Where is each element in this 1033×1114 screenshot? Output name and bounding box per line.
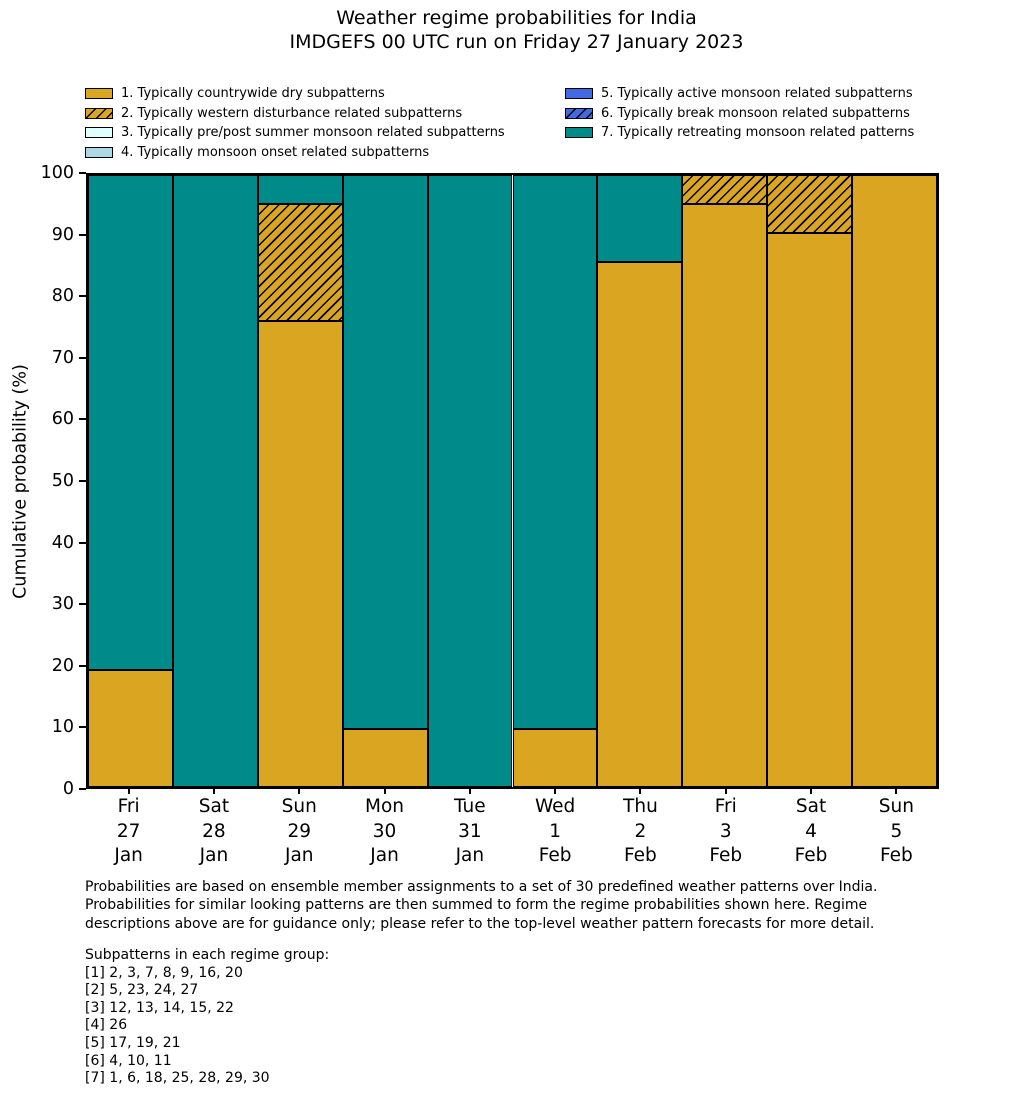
bar-segment-regime-7: [597, 175, 682, 262]
x-tick-label-line: Wed: [534, 796, 576, 817]
x-tick-mark-8: [810, 789, 812, 794]
y-tick-mark-60: [79, 418, 86, 420]
y-tick-label-30: 30: [51, 594, 74, 615]
x-tick-mark-9: [895, 789, 897, 794]
x-tick-label-line: 1: [549, 820, 562, 842]
bar-tue-31-jan: [428, 175, 513, 787]
y-tick-mark-70: [79, 357, 86, 359]
x-tick-label-line: Mon: [365, 796, 405, 817]
bar-segment-regime-1: [343, 729, 428, 787]
bar-segment-regime-2: [682, 175, 767, 204]
subpatterns-line-3: [2] 5, 23, 24, 27: [85, 982, 199, 999]
x-tick-label-line: Feb: [538, 845, 572, 866]
x-tick-label-9: [852, 795, 940, 869]
x-tick-label-line: Feb: [794, 845, 828, 866]
y-tick-mark-20: [79, 665, 86, 667]
bar-segment-regime-7: [513, 175, 598, 729]
x-tick-label-2: [255, 795, 343, 869]
x-tick-label-8: [767, 795, 855, 869]
legend-swatch-regime-1: [85, 88, 113, 99]
legend-label-regime-5: 5. Typically active monsoon related subpatterns: [601, 86, 913, 101]
x-tick-mark-0: [128, 789, 130, 794]
x-tick-label-line: 31: [458, 820, 482, 842]
bar-segment-regime-2: [767, 175, 852, 233]
legend-column-right: [565, 87, 914, 146]
x-tick-label-5: [511, 795, 599, 869]
bar-sun-29-jan: [258, 175, 343, 787]
chart-title-line-2: IMDGEFS 00 UTC run on Friday 27 January 2023: [289, 31, 744, 53]
x-tick-label-line: 5: [890, 820, 903, 842]
y-tick-mark-90: [79, 234, 86, 236]
x-tick-label-line: Sun: [878, 796, 914, 817]
x-tick-mark-2: [298, 789, 300, 794]
x-tick-label-line: Sat: [198, 796, 230, 817]
legend-swatch-regime-4: [85, 147, 113, 158]
bar-segment-regime-1: [852, 175, 937, 787]
x-tick-mark-4: [469, 789, 471, 794]
x-tick-label-line: Jan: [114, 845, 143, 866]
bar-sat-28-jan: [173, 175, 258, 787]
legend-swatch-regime-6: [565, 108, 593, 119]
x-tick-mark-5: [554, 789, 556, 794]
y-tick-mark-10: [79, 726, 86, 728]
x-tick-label-line: Fri: [714, 796, 737, 817]
x-tick-label-line: Tue: [454, 796, 486, 817]
x-tick-label-line: Sat: [795, 796, 827, 817]
bar-segment-regime-1: [767, 233, 852, 787]
subpatterns-list: [85, 947, 329, 1088]
bar-segment-regime-1: [597, 262, 682, 787]
y-tick-label-60: 60: [51, 409, 74, 430]
legend-item-regime-3: [85, 126, 505, 139]
x-tick-label-line: Feb: [879, 845, 913, 866]
x-tick-label-line: 2: [634, 820, 647, 842]
x-tick-label-line: 28: [202, 820, 226, 842]
bar-sun-5-feb: [852, 175, 937, 787]
x-tick-label-line: 30: [372, 820, 397, 842]
x-tick-label-1: [170, 795, 258, 869]
x-tick-mark-3: [384, 789, 386, 794]
y-tick-label-40: 40: [51, 532, 74, 553]
bar-segment-regime-2: [258, 204, 343, 321]
x-tick-label-line: Jan: [199, 845, 229, 866]
bar-sat-4-feb: [767, 175, 852, 787]
legend-swatch-regime-3: [85, 127, 113, 138]
y-tick-mark-100: [79, 172, 86, 174]
legend-label-regime-1: 1. Typically countrywide dry subpatterns: [121, 86, 385, 101]
bar-fri-27-jan: [88, 175, 173, 787]
bar-mon-30-jan: [343, 175, 428, 787]
y-tick-label-10: 10: [51, 717, 74, 738]
x-tick-label-3: [341, 795, 429, 869]
legend-label-regime-6: 6. Typically break monsoon related subpatterns: [601, 105, 910, 121]
x-tick-label-line: Jan: [284, 845, 314, 866]
x-tick-mark-7: [725, 789, 727, 794]
bar-segment-regime-7: [88, 175, 173, 670]
y-tick-label-80: 80: [51, 286, 74, 307]
legend-swatch-regime-7: [565, 127, 593, 138]
subpatterns-line-4: [3] 12, 13, 14, 15, 22: [85, 999, 234, 1016]
plot-area: [86, 173, 939, 789]
legend-label-regime-7: 7. Typically retreating monsoon related patterns: [601, 125, 915, 141]
legend-label-regime-4: 4. Typically monsoon onset related subpatterns: [121, 144, 430, 160]
legend-swatch-regime-2: [85, 108, 113, 119]
legend-item-regime-5: [565, 87, 914, 100]
subpatterns-line-5: [4] 26: [85, 1017, 128, 1034]
bar-segment-regime-1: [258, 321, 343, 787]
legend-item-regime-2: [85, 107, 505, 120]
y-tick-label-70: 70: [51, 347, 74, 368]
bar-segment-regime-7: [258, 175, 343, 204]
footer-line-3: descriptions above are for guidance only; please refer to the top-level weather pattern forecasts for more detail.: [85, 915, 875, 932]
x-tick-label-line: 27: [116, 820, 141, 842]
legend-swatch-regime-5: [565, 88, 593, 99]
bar-segment-regime-7: [428, 175, 513, 787]
y-tick-label-100: 100: [40, 163, 74, 183]
legend-item-regime-7: [565, 126, 914, 139]
y-tick-mark-50: [79, 480, 86, 482]
legend-item-regime-4: [85, 146, 505, 159]
bar-wed-1-feb: [513, 175, 598, 787]
y-tick-label-50: 50: [51, 471, 74, 491]
bar-fri-3-feb: [682, 175, 767, 787]
chart-title-line-1: Weather regime probabilities for India: [336, 7, 697, 29]
x-tick-mark-1: [213, 789, 215, 794]
y-tick-mark-80: [79, 295, 86, 297]
bar-segment-regime-7: [173, 175, 258, 787]
bar-segment-regime-1: [88, 670, 173, 787]
y-tick-mark-0: [79, 788, 86, 790]
legend-label-regime-2: 2. Typically western disturbance related subpatterns: [121, 105, 463, 121]
y-tick-label-90: 90: [51, 224, 74, 245]
x-tick-label-line: Feb: [624, 845, 657, 866]
bar-thu-2-feb: [597, 175, 682, 787]
y-tick-label-0: 0: [62, 779, 74, 799]
x-tick-label-line: Feb: [709, 845, 743, 866]
footer-note: [85, 878, 877, 933]
x-tick-label-line: Jan: [455, 845, 485, 866]
y-axis-label: Cumulative probability (%): [10, 364, 31, 599]
x-tick-label-0: [85, 795, 173, 869]
subpatterns-line-8: [7] 1, 6, 18, 25, 28, 29, 30: [85, 1070, 270, 1087]
legend-item-regime-6: [565, 107, 914, 120]
subpatterns-line-1: Subpatterns in each regime group:: [85, 947, 330, 963]
x-tick-label-6: [596, 795, 684, 869]
legend-item-regime-1: [85, 87, 505, 100]
legend-label-regime-3: 3. Typically pre/post summer monsoon related subpatterns: [121, 125, 505, 141]
x-tick-label-line: 29: [287, 820, 312, 842]
x-tick-label-line: 4: [805, 820, 817, 842]
bar-segment-regime-1: [682, 204, 767, 787]
y-tick-mark-30: [79, 603, 86, 605]
x-tick-label-line: Thu: [623, 796, 658, 817]
y-tick-label-20: 20: [51, 655, 74, 676]
footer-line-2: Probabilities for similar looking patterns are then summed to form the regime probabilities shown here. Regime: [85, 897, 868, 914]
footer-line-1: Probabilities are based on ensemble member assignments to a set of 30 predefined weather patterns over India.: [85, 879, 878, 895]
y-tick-mark-40: [79, 542, 86, 544]
subpatterns-line-2: [1] 2, 3, 7, 8, 9, 16, 20: [85, 964, 243, 981]
x-tick-label-line: Sun: [281, 796, 317, 817]
bar-segment-regime-7: [343, 175, 428, 729]
bar-segment-regime-1: [513, 729, 598, 787]
x-tick-mark-6: [639, 789, 641, 794]
x-tick-label-7: [682, 795, 770, 869]
x-tick-label-4: [426, 795, 514, 869]
x-tick-label-line: Jan: [370, 845, 399, 866]
x-tick-label-line: 3: [719, 820, 732, 842]
subpatterns-line-6: [5] 17, 19, 21: [85, 1034, 181, 1051]
subpatterns-line-7: [6] 4, 10, 11: [85, 1052, 172, 1069]
x-tick-label-line: Fri: [117, 796, 140, 817]
legend-column-left: [85, 87, 505, 165]
